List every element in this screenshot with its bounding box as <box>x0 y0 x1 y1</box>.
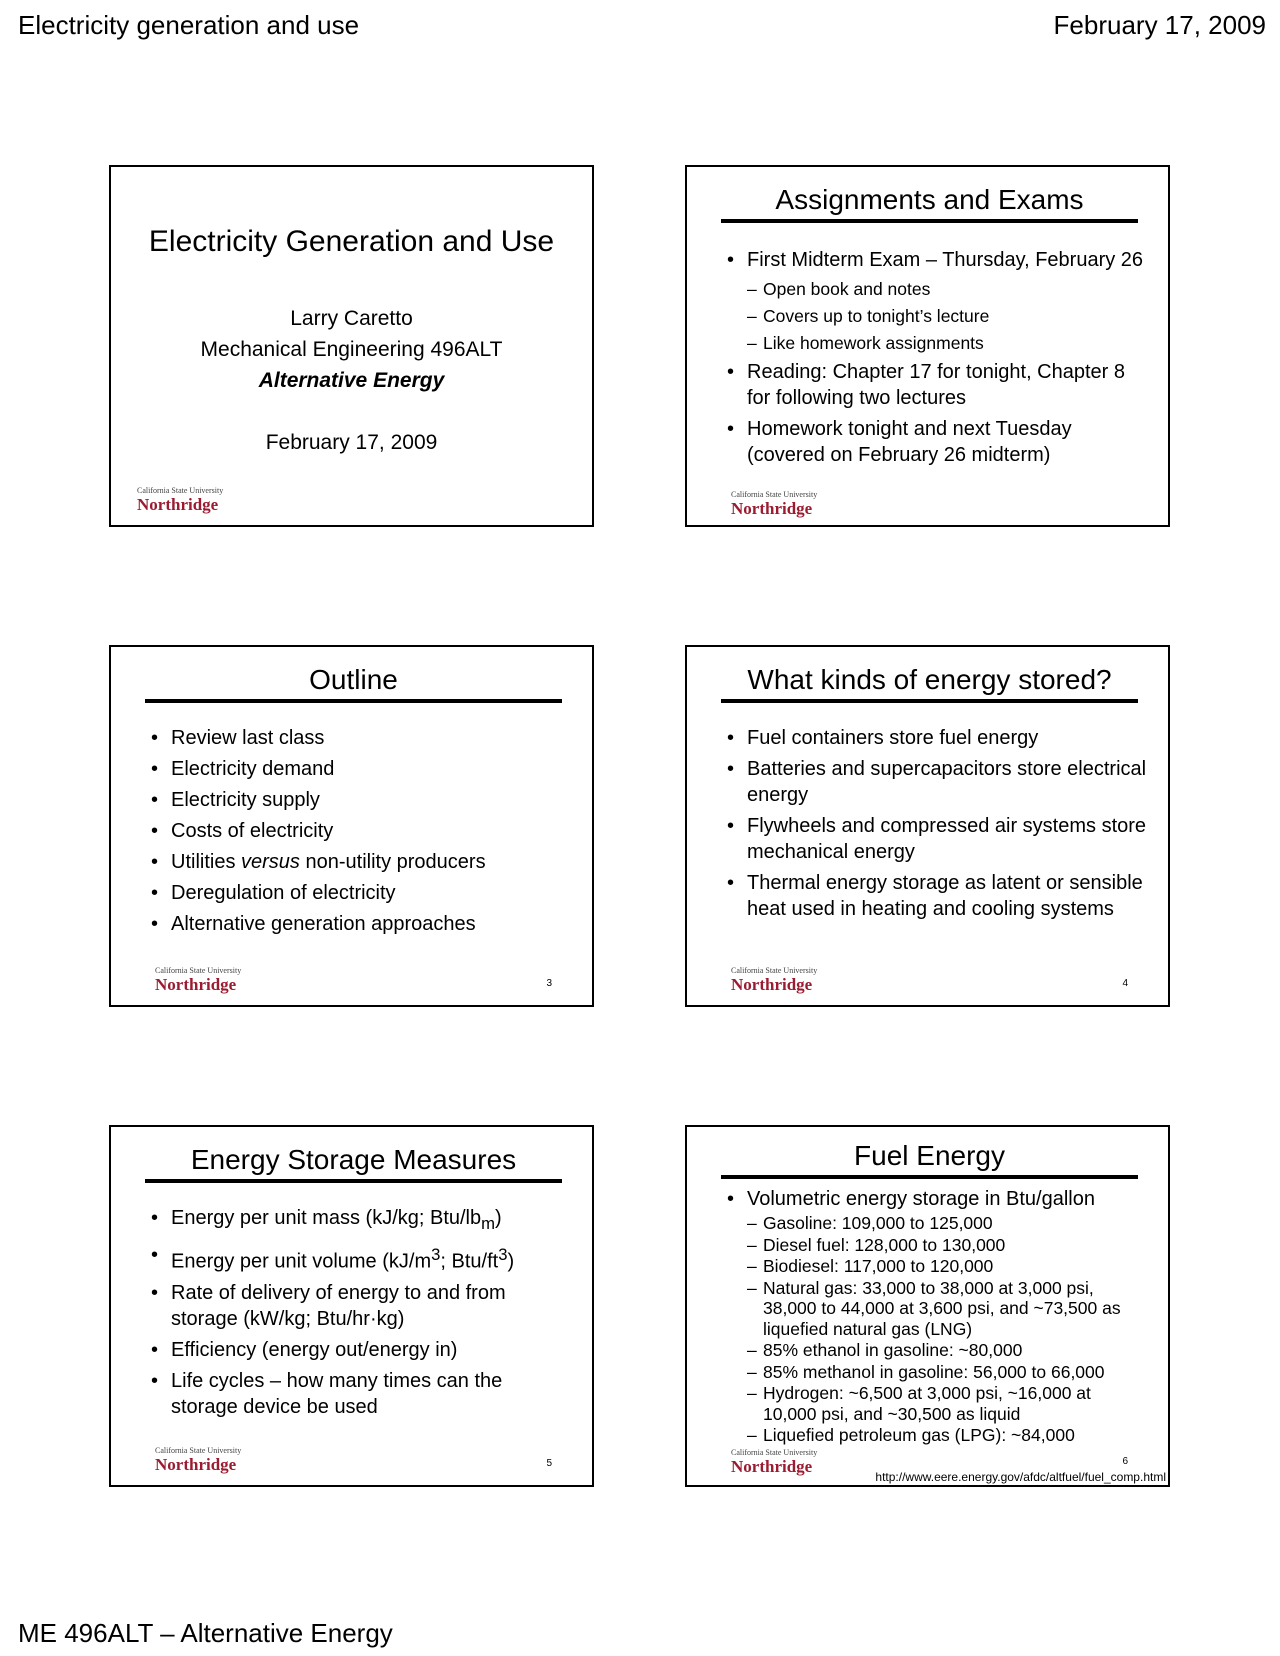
list-item: – Diesel fuel: 128,000 to 130,000 <box>747 1234 1006 1255</box>
list-item: • Energy per unit volume ($kJ/m^3$; Btu/$ft^3$) <box>147 1242 572 1275</box>
slide-energy-stored <box>685 645 1170 1007</box>
bullet-list <box>723 725 1148 927</box>
list-item: – Natural gas: 33,000 to 38,000 at 3,000 psi, 38,000 to 44,000 at 3,600 psi, and ~73,500 as liquefied natural gas (LNG) <box>747 1277 1121 1339</box>
list-item: – 85% ethanol in gasoline: ~80,000 <box>747 1340 1023 1360</box>
list-item: • Thermal energy storage as latent or sensible heat used in heating and cooling systems <box>723 870 1148 922</box>
list-item: • Fuel containers store fuel energy <box>723 725 1148 751</box>
list-item: • Reading: Chapter 17 for tonight, Chapter 8 for following two lectures <box>723 359 1148 411</box>
list-item: • Flywheels and compressed air systems store mechanical energy <box>723 813 1148 865</box>
list-item: • First Midterm Exam – Thursday, February 26 <box>723 247 1148 273</box>
university-logo: California State University Northridge <box>155 966 242 994</box>
slide-title: Assignments and Exams <box>721 183 1138 223</box>
university-logo: California State University Northridge <box>731 966 818 994</box>
list-item: – Hydrogen: ~6,500 at 3,000 psi, ~16,000 at 10,000 psi, and ~30,500 as liquid <box>747 1383 1091 1424</box>
page-footer: ME 496ALT – Alternative Energy <box>18 1618 393 1648</box>
page-header-title: Electricity generation and use <box>18 10 360 40</box>
course: Mechanical Engineering 496ALT <box>200 338 503 361</box>
list-item: • Electricity supply <box>147 787 572 813</box>
slide-fuel-energy <box>685 1125 1170 1487</box>
bullet-list <box>723 1187 1148 1447</box>
list-item: • Review last class <box>147 725 572 751</box>
slide-number: 6 <box>1122 1456 1128 1467</box>
slide-outline <box>109 645 594 1007</box>
list-item: • Electricity demand <box>147 756 572 782</box>
slide-title: Electricity Generation and Use <box>148 225 555 258</box>
university-logo: California State University Northridge <box>137 486 224 514</box>
list-item: • Batteries and supercapacitors store electrical energy <box>723 756 1148 808</box>
slide-title: Fuel Energy <box>721 1139 1138 1179</box>
list-item: • Energy per unit mass (kJ/kg; Btu/$lb_m$) <box>147 1205 572 1237</box>
university-logo: California State University Northridge <box>731 1448 818 1476</box>
page-header-date: February 17, 2009 <box>1053 10 1266 40</box>
slide-title: Outline <box>145 663 562 703</box>
list-item: – Like homework assignments <box>747 333 984 353</box>
list-item: – Covers up to tonight’s lecture <box>747 306 990 326</box>
university-logo: California State University Northridge <box>155 1446 242 1474</box>
bullet-list <box>723 247 1148 473</box>
author: Larry Caretto <box>290 307 413 330</box>
list-item: – Liquefied petroleum gas (LPG): ~84,000 <box>747 1425 1075 1445</box>
list-item: – Open book and notes <box>747 279 931 299</box>
list-item: • Alternative generation approaches <box>147 911 572 937</box>
slide-assignments <box>685 165 1170 527</box>
list-item: • Volumetric energy storage in Btu/gallon <box>723 1187 1148 1211</box>
list-item: • Efficiency (energy out/energy in) <box>147 1337 572 1363</box>
university-logo: California State University Northridge <box>731 490 818 518</box>
slide-storage-measures <box>109 1125 594 1487</box>
list-item: – Gasoline: 109,000 to 125,000 <box>747 1213 993 1233</box>
list-item: • Homework tonight and next Tuesday (covered on February 26 midterm) <box>723 416 1148 468</box>
list-item: • Utilities versus non-utility producers <box>147 849 572 875</box>
list-item: – 85% methanol in gasoline: 56,000 to 66,000 <box>747 1361 1105 1382</box>
list-item: • Costs of electricity <box>147 818 572 844</box>
slide-title-card <box>109 165 594 527</box>
list-item: • Life cycles – how many times can the storage device be used <box>147 1368 572 1420</box>
slide-number: 5 <box>546 1458 552 1469</box>
list-item: • Deregulation of electricity <box>147 880 572 906</box>
slide-title: What kinds of energy stored? <box>721 663 1138 703</box>
list-item: • Rate of delivery of energy to and from storage (kW/kg; Btu/hr·kg) <box>147 1280 572 1332</box>
bullet-list <box>147 725 572 942</box>
list-item: – Biodiesel: 117,000 to 120,000 <box>747 1256 994 1276</box>
slide-title: Energy Storage Measures <box>145 1143 562 1183</box>
slide-number: 3 <box>546 978 552 989</box>
slide-number: 4 <box>1122 978 1128 989</box>
slide-date: February 17, 2009 <box>265 431 438 454</box>
source-link[interactable]: http://www.eere.energy.gov/afdc/altfuel/fuel_comp.html <box>875 1470 1166 1484</box>
subtitle: Alternative Energy <box>258 369 445 392</box>
bullet-list <box>147 1205 572 1425</box>
